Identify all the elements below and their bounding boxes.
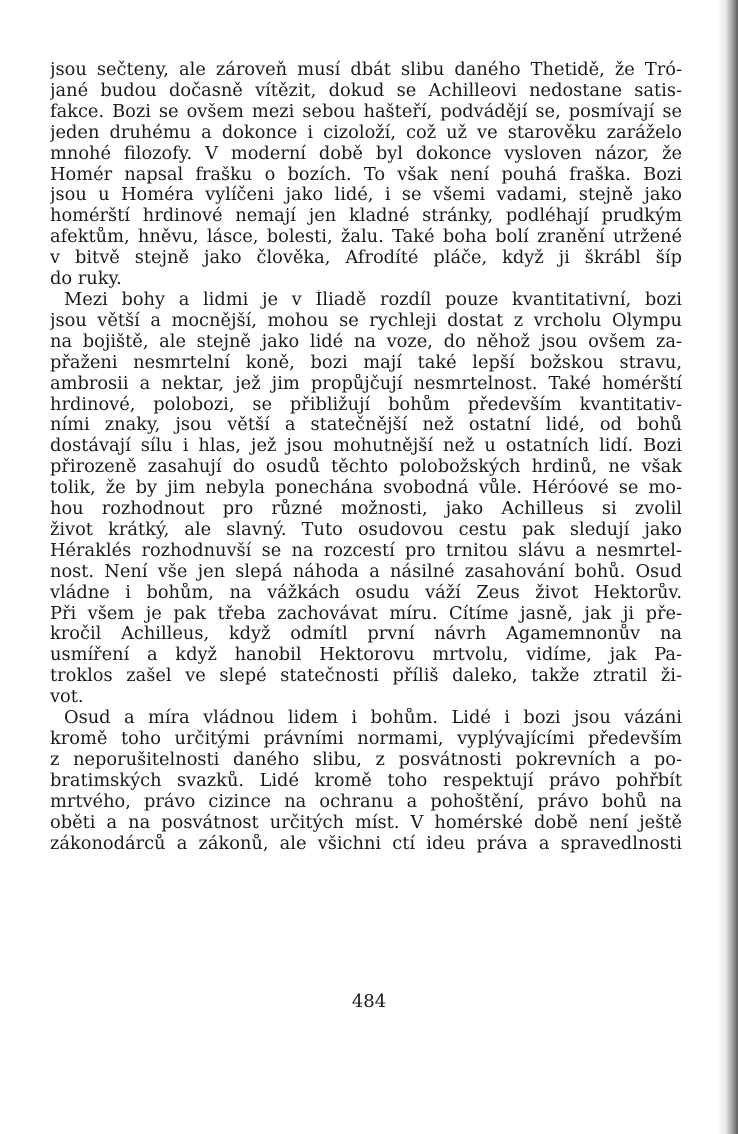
text-line: mrtvého, právo cizince na ochranu a pohoštění, právo bohů na: [50, 791, 682, 812]
text-line: z neporušitelnosti daného slibu, z posvátnosti pokrevních a po-: [50, 749, 682, 770]
text-line: Mezi bohy a lidmi je v Íliadě rozdíl pouze kvantitativní, bozi: [64, 289, 682, 310]
text-line: Osud a míra vládnou lidem i bohům. Lidé i bozi jsou vázáni: [64, 708, 682, 729]
text-line: afektům, hněvu, lásce, bolesti, žalu. Také boha bolí zranění utržené: [50, 227, 682, 248]
page-number: 484: [351, 991, 387, 1012]
text-line: Homér napsal frašku o bozích. To však není pouhá fraška. Bozi: [50, 164, 682, 185]
text-line: do ruky.: [50, 269, 122, 290]
text-line: vládne i bohům, na vážkách osudu váží Zeus život Hektorův.: [50, 582, 682, 603]
text-line: vot.: [50, 687, 84, 708]
text-line: v bitvě stejně jako člověka, Afrodíté pláče, když ji škrábl šíp: [50, 248, 682, 269]
text-line: nost. Není vše jen slepá náhoda a násilné zasahování bohů. Osud: [50, 561, 682, 582]
text-line: na bojiště, ale stejně jako lidé na voze, do něhož jsou ovšem za-: [50, 331, 682, 352]
text-line: přaženi nesmrtelní koně, bozi mají také lepší božskou stravu,: [50, 352, 682, 373]
text-line: život krátký, ale slavný. Tuto osudovou cestu pak sledují jako: [50, 519, 682, 540]
text-line: hrdinové, polobozi, se přibližují bohům především kvantitativ-: [50, 394, 682, 415]
text-line: přirozeně zasahují do osudů těchto polobožských hrdinů, ne však: [50, 457, 682, 478]
text-line: dostávají sílu i hlas, jež jsou mohutnější než u ostatních lidí. Bozi: [50, 436, 682, 457]
text-line: bratimských svazků. Lidé kromě toho respektují právo pohřbít: [50, 770, 682, 791]
text-line: Héraklés rozhodnuvší se na rozcestí pro trnitou slávu a nesmrtel-: [50, 540, 682, 561]
text-line: troklos zašel ve slepé statečnosti příliš daleko, takže ztratil ži-: [50, 666, 682, 687]
text-line: fakce. Bozi se ovšem mezi sebou hašteří, podvádějí se, posmívají se: [50, 101, 682, 122]
text-line: jeden druhému a dokonce i cizoloží, což už ve starověku zaráželo: [50, 122, 682, 143]
text-line: usmíření a když hanobil Hektorovu mrtvolu, vidíme, jak Pa-: [50, 645, 682, 666]
text-line: tolik, že by jim nebyla ponechána svobodná vůle. Héróové se mo-: [50, 478, 682, 499]
text-line: jsou sečteny, ale zároveň musí dbát slibu daného Thetidě, že Tró-: [50, 60, 682, 80]
text-line: kromě toho určitými právními normami, vyplývajícími především: [50, 729, 682, 749]
book-spine-shadow: [718, 0, 738, 1134]
text-line: jsou větší a mocnější, mohou se rychleji dostat z vrcholu Olympu: [50, 310, 682, 331]
page-body: [50, 60, 682, 854]
text-line: oběti a na posvátnost určitých míst. V homérské době není ještě: [50, 812, 682, 833]
text-line: jané budou dočasně vítězit, dokud se Achilleovi nedostane satis-: [50, 80, 682, 101]
text-line: hou rozhodnout pro různé možnosti, jako Achilleus si zvolil: [50, 499, 682, 520]
text-line: ambrosii a nektar, jež jim propůjčují nesmrtelnost. Také homérští: [50, 373, 682, 394]
text-line: homérští hrdinové nemají jen kladné stránky, podléhají prudkým: [50, 206, 682, 227]
text-line: zákonodárců a zákonů, ale všichni ctí ideu práva a spravedlnosti: [50, 833, 682, 854]
text-line: jsou u Homéra vylíčeni jako lidé, i se všemi vadami, stejně jako: [50, 185, 682, 206]
text-line: kročil Achilleus, když odmítl první návrh Agamemnonův na: [50, 624, 682, 645]
paragraph-3: [50, 708, 682, 854]
text-line: mnohé filozofy. V moderní době byl dokonce vysloven názor, že: [50, 143, 682, 164]
paragraph-2: [50, 290, 682, 708]
text-line: ními znaky, jsou větší a statečnější než ostatní lidé, od bohů: [50, 415, 682, 436]
paragraph-1: [50, 60, 682, 290]
text-line: Při všem je pak třeba zachovávat míru. Cítíme jasně, jak ji pře-: [50, 603, 682, 624]
